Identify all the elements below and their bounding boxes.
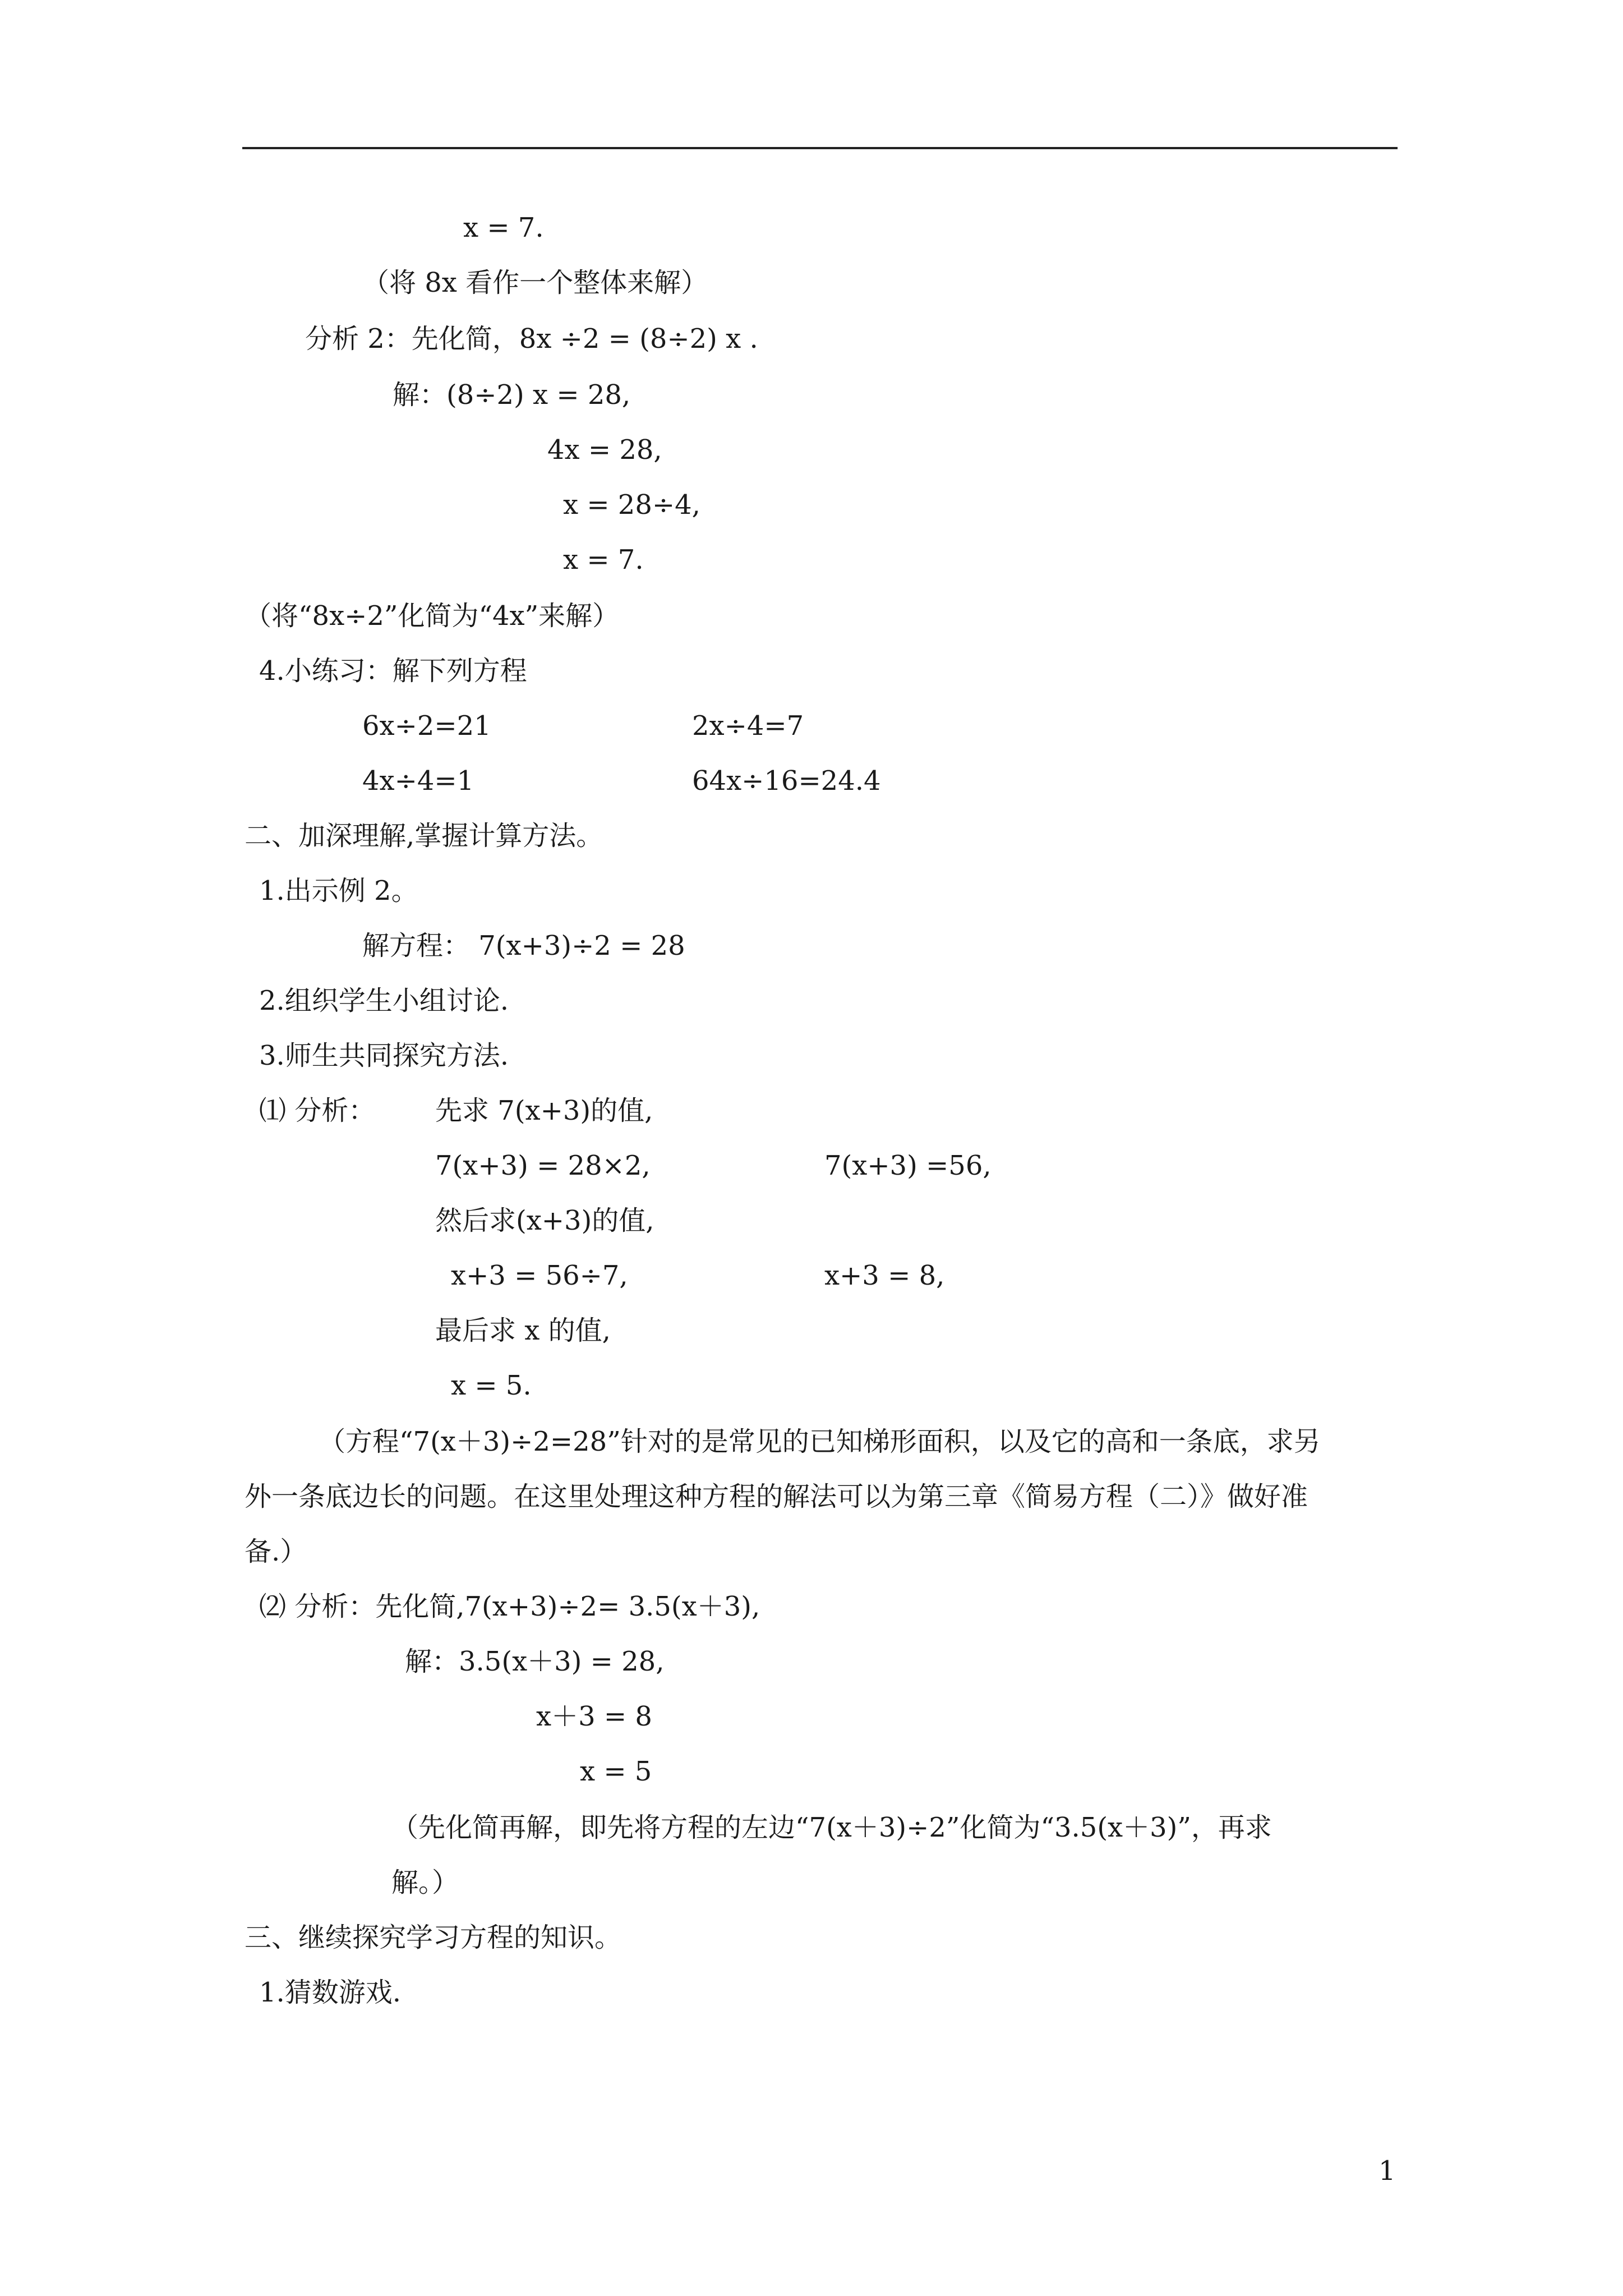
text-line: 4.小练习：解下列方程 <box>259 655 527 687</box>
text-line: ⑴ 分析： <box>259 1095 376 1126</box>
text-line: 先求 7(x+3)的值, <box>435 1095 653 1126</box>
text-line: 解：(8÷2) x = 28, <box>393 379 631 411</box>
text-line: 解：3.5(x＋3) = 28, <box>405 1646 665 1677</box>
equation: x+3 = 8, <box>824 1260 945 1291</box>
equation: 2x÷4=7 <box>692 710 804 742</box>
text-line: x = 28÷4, <box>563 489 700 521</box>
paragraph-line: 备.） <box>245 1536 307 1567</box>
text-line: （将 8x 看作一个整体来解） <box>362 267 708 298</box>
text-line: 分析 2：先化简，8x ÷2 = (8÷2) x . <box>305 323 758 355</box>
equation: 6x÷2=21 <box>362 710 491 742</box>
paragraph-line: 解。） <box>391 1867 459 1898</box>
paragraph-line: 外一条底边长的问题。在这里处理这种方程的解法可以为第三章《简易方程（二）》做好准 <box>245 1481 1308 1512</box>
text-line: 1.猜数游戏. <box>259 1977 402 2008</box>
header-rule <box>242 147 1398 149</box>
text-line: x = 7. <box>563 544 644 576</box>
paragraph-line: （方程“7(x＋3)÷2=28”针对的是常见的已知梯形面积，以及它的高和一条底，求另 <box>319 1426 1321 1457</box>
equation: 7(x+3) =56, <box>824 1150 992 1181</box>
equation: 7(x+3) = 28×2, <box>435 1150 651 1181</box>
equation: x = 5. <box>451 1370 532 1401</box>
equation: x+3 = 56÷7, <box>451 1260 628 1291</box>
text-line: 3.师生共同探究方法. <box>259 1040 509 1071</box>
text-line: 然后求(x+3)的值, <box>435 1205 654 1236</box>
paragraph-line: （先化简再解，即先将方程的左边“7(x＋3)÷2”化简为“3.5(x＋3)”，再求 <box>391 1812 1272 1843</box>
page-number: 1 <box>1378 2155 1396 2187</box>
equation: 64x÷16=24.4 <box>692 765 881 797</box>
equation: x＋3 = 8 <box>536 1701 652 1732</box>
text-line: （将“8x÷2”化简为“4x”来解） <box>245 600 620 632</box>
text-line: 2.组织学生小组讨论. <box>259 985 509 1016</box>
section-heading: 二、加深理解,掌握计算方法。 <box>245 820 603 852</box>
text-line: 最后求 x 的值, <box>435 1315 611 1346</box>
text-line: 1.出示例 2。 <box>259 875 418 907</box>
text-line: ⑵ 分析：先化简,7(x+3)÷2= 3.5(x＋3), <box>259 1591 760 1622</box>
text-line: x = 7. <box>463 212 544 243</box>
equation: 4x÷4=1 <box>362 765 474 797</box>
equation: x = 5 <box>580 1756 652 1787</box>
section-heading: 三、继续探究学习方程的知识。 <box>245 1922 622 1953</box>
text-line: 解方程： 7(x+3)÷2 = 28 <box>362 930 685 961</box>
text-line: 4x = 28, <box>547 434 662 466</box>
